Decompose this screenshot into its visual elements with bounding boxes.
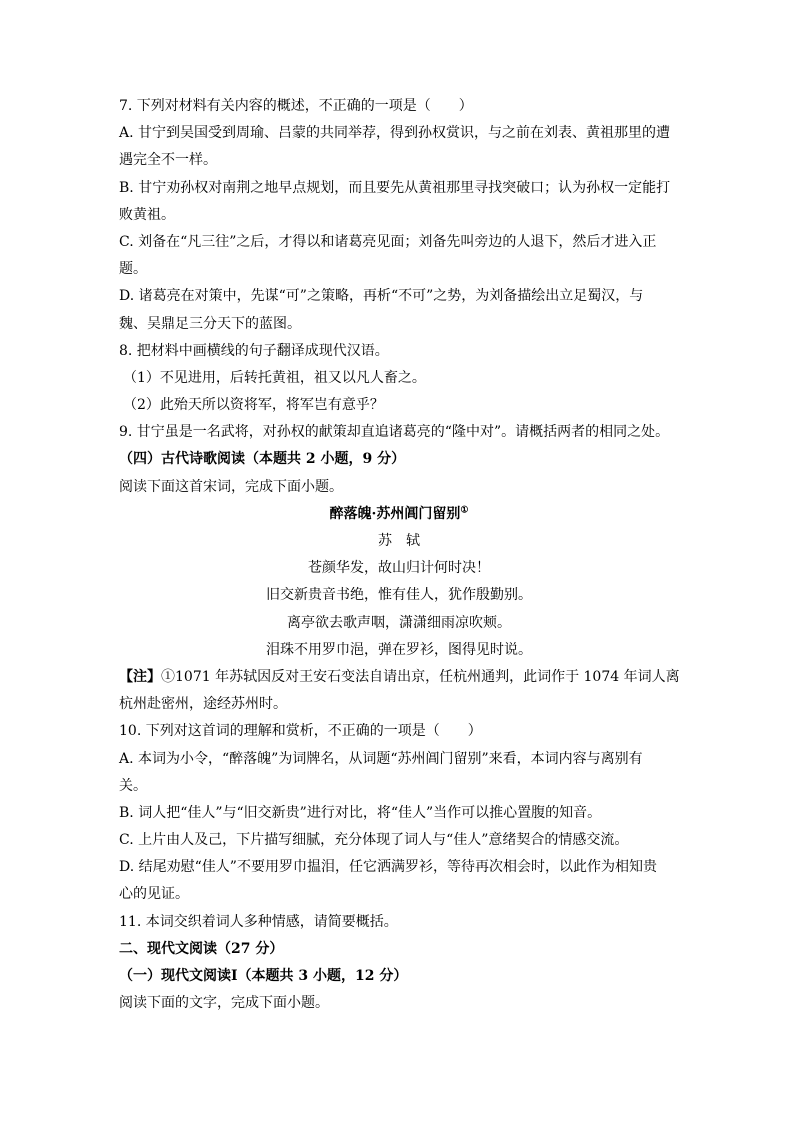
part-2-sub-heading: （一）现代文阅读Ⅰ（本题共 3 小题，12 分）	[119, 968, 408, 984]
q7-option-d-line1: D. 诸葛亮在对策中，先谋“可”之策略，再析“不可”之势，为刘备描绘出立足蜀汉，与	[119, 288, 644, 305]
q10-option-d-line1: D. 结尾劝慰“佳人”不要用罗巾揾泪，任它洒满罗衫，等待再次相会时，以此作为相知贵	[119, 859, 657, 876]
q7-option-b-line2: 败黄祖。	[119, 206, 175, 223]
poem-author: 苏 轼	[378, 533, 420, 549]
q11-stem: 11. 本词交织着词人多种情感，请简要概括。	[119, 913, 398, 930]
poem-note-mark: ①	[460, 505, 469, 516]
poem-title-text: 醉落魄·苏州阊门留别	[329, 505, 461, 522]
q10-option-b: B. 词人把“佳人”与“旧交新贵”进行对比，将“佳人”当作可以推心置腹的知音。	[119, 804, 602, 821]
part-2-intro: 阅读下面的文字，完成下面小题。	[119, 995, 329, 1012]
q7-stem: 7. 下列对材料有关内容的概述，不正确的一项是（ ）	[119, 98, 473, 114]
poem-line-2: 旧交新贵音书绝，惟有佳人，犹作殷勤别。	[266, 587, 532, 604]
poem-note-line2: 杭州赴密州，途经苏州时。	[119, 696, 287, 713]
q10-option-a-line2: 关。	[119, 777, 147, 794]
q10-option-a-line1: A. 本词为小令，“醉落魄”为词牌名，从词题“苏州阊门留别”来看，本词内容与离别有	[119, 750, 643, 767]
section-4-heading: （四）古代诗歌阅读（本题共 2 小题，9 分）	[119, 451, 406, 468]
q10-option-c: C. 上片由人及己，下片描写细腻，充分体现了词人与“佳人”意绪契合的情感交流。	[119, 832, 629, 849]
document-page	[119, 93, 679, 1017]
q10-stem: 10. 下列对这首词的理解和赏析，不正确的一项是（ ）	[119, 723, 482, 740]
q7-option-b-line1: B. 甘宁劝孙权对南荆之地早点规划，而且要先从黄祖那里寻找突破口；认为孙权一定能打	[119, 179, 671, 196]
part-2-heading: 二、现代文阅读（27 分）	[119, 940, 284, 957]
q7-option-d-line2: 魏、吴鼎足三分天下的蓝图。	[119, 315, 301, 332]
q7-option-a-line2: 遇完全不一样。	[119, 152, 217, 169]
q8-stem: 8. 把材料中画横线的句子翻译成现代汉语。	[119, 342, 389, 359]
q7-option-c-line2: 题。	[119, 261, 147, 278]
q7-option-c-line1: C. 刘备在“凡三往”之后，才得以和诸葛亮见面；刘备先叫旁边的人退下，然后才进入正	[119, 233, 657, 250]
poem-note-line1	[119, 664, 679, 691]
poem-title	[119, 501, 679, 528]
q8-sentence-1: （1）不见进用，后转托黄祖，祖又以凡人畜之。	[123, 369, 426, 386]
poem-note-text: ①1071 年苏轼因反对王安石变法自请出京，任杭州通判，此词作于 1074 年词人离	[161, 668, 680, 685]
poem-note-label: 【注】	[119, 668, 161, 685]
poem-line-3: 离亭欲去歌声咽，潇潇细雨凉吹颊。	[287, 614, 511, 631]
q7-option-a-line1: A. 甘宁到吴国受到周瑜、吕蒙的共同举荐，得到孙权赏识，与之前在刘表、黄祖那里的遭	[119, 125, 671, 142]
q10-option-d-line2: 心的见证。	[119, 886, 189, 903]
q8-sentence-2: （2）此殆天所以资将军，将军岂有意乎？	[123, 397, 384, 414]
poem-line-1: 苍颜华发，故山归计何时决！	[308, 560, 490, 577]
section-4-intro: 阅读下面这首宋词，完成下面小题。	[119, 478, 343, 495]
q9-stem: 9. 甘宁虽是一名武将，对孙权的献策却直追诸葛亮的“隆中对”。请概括两者的相同之处。	[119, 424, 670, 441]
poem-line-4: 泪珠不用罗巾浥，弹在罗衫，图得见时说。	[266, 641, 532, 658]
